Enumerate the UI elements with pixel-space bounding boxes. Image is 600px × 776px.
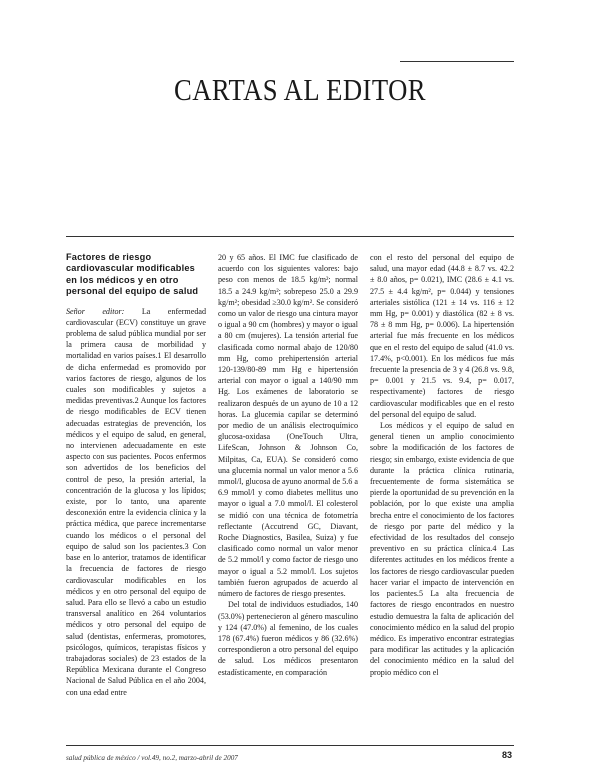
- letter-heading: Factores de riesgo cardiovascular modificables en los médicos y en otro personal del equipo de salud: [66, 252, 199, 297]
- page-number: 83: [502, 750, 513, 760]
- journal-citation: salud pública de méxico / vol.49, no.2, marzo-abril de 2007: [66, 754, 238, 762]
- paragraph-2: 20 y 65 años. El IMC fue clasificado de acuerdo con los siguientes valores: bajo peso con menos de 18.5 kg/m²; normal 18.5 a 24.9 kg/m²; sobrepeso 25.0 a 29.9 kg/m²; obesidad ≥30.0 kg/m². Se consideró como un valor de riesgo una cintura mayor o igual a 90 cm (hombres) y mayor o igual a 80 cm (mujeres). La tensión arterial fue clasificada como normal abajo de 120/80 mm Hg, como prehipertensión arterial 120-139/80-89 mm Hg e hipertensión arterial con mayor o igual a 140/90 mm Hg. Los exámenes de laboratorio se realizaron después de un ayuno de 10 a 12 horas. La glucemia capilar se determinó por medio de un análisis electroquímico glucosa-oxidasa (OneTouch Ultra, LifeScan, Johnson & Johnson Co, Milpitas, Ca, EUA). Se consideró como una glucemia normal un valor menor a 5.6 mmol/l, glucosa de ayuno anormal de 5.6 a 6.9 mmol/l y como diabetes mellitus uno mayor o igual a 7.0 mmol/l. El colesterol se midió con una técnica de fotometría reflectante (Accutrend GC, Diavant, Roche Diagnostics, Basilea, Suiza) y fue clasificado como normal un valor menor de 5.2 mmol/l y como factor de riesgo uno mayor o igual a 5.2 mmol/l. Los sujetos también fueron agrupados de acuerdo al número de factores de riesgo presentes.: [218, 253, 358, 599]
- paragraph-3: Del total de individuos estudiados, 140 (53.0%) pertenecieron al género masculino y 124 (47.0%) al femenino, de los cuales 178 (67.4%) fueron médicos y 86 (32.6%) correspondieron a otro personal del equipo de salud. Los médicos presentaron estadísticamente, en comparación: [218, 600, 358, 677]
- section-title: CARTAS AL EDITOR: [173, 72, 426, 107]
- title-underline: [66, 236, 514, 237]
- paragraph-5: Los médicos y el equipo de salud en general tienen un amplio conocimiento sobre la modificación de los factores de riesgo; sin embargo, existe evidencia de que durante la práctica clínica rutinaria, frecuentemente de forma sistemática se pierde la oportunidad de su prevención en la población, por lo que existe una amplia brecha entre el conocimiento de los factores de riesgo por parte del médico y la efectividad de los resultados del consejo preventivo en su práctica clínica.4 Las diferentes actitudes en los médicos frente a los factores de riesgo cardiovascular pueden hacer variar el impacto de intervención en los pacientes.5 La alta frecuencia de factores de riesgo encontrados en nuestro estudio demuestra la falta de aplicación del conocimiento médico en la salud del propio médico. Es imperativo encontrar estrategias para modificar las actitudes y la aplicación del conocimiento médico en la salud del propio médico con el: [370, 421, 514, 677]
- column-2: [218, 252, 358, 678]
- paragraph-4: con el resto del personal del equipo de salud, una mayor edad (44.8 ± 8.7 vs. 42.2 ± 8.0 años, p= 0.021), IMC (28.6 ± 4.1 vs. 27.5 ± 4.4 kg/m², p= 0.044) y tensiones arteriales sistólica (121 ± 14 vs. 116 ± 12 mm Hg, p= 0.001) y diastólica (82 ± 8 vs. 78 ± 8 mm Hg, p= 0.006). La hipertensión arterial fue más frecuente en los médicos que en el resto del equipo de salud (41.0 vs. 17.4%, p<0.001). En los médicos fue más frecuente la presencia de 3 y 4 (26.8 vs. 9.8, p= 0.001 y 21.5 vs. 9.4, p= 0.017, respectivamente) factores de riesgo cardiovascular modificables que en el resto del personal del equipo de salud.: [370, 253, 514, 419]
- salutation: Señor editor:: [66, 306, 125, 316]
- top-rule: [400, 61, 514, 62]
- paragraph-1-text: La enfermedad cardiovascular (ECV) constituye un grave problema de salud pública mundial por ser la primera causa de morbilidad y mortalidad en varios países.1 El desarrollo de dicha enfermedad es promovido por varios factores de riesgo, algunos de los cuales son modificables y sujetos a medidas preventivas.2 Aunque los factores de riesgo modificables de ECV tienen adecuadas estrategias de prevención, los médicos y el equipo de salud, en general, no intervienen adecuadamente en este aspecto con sus pacientes. Pocos enfermos son advertidos de los beneficios del control de peso, la presión arterial, la concentración de la glucosa y los lípidos; existe, por lo tanto, una aparente desconexión entre la evidencia clínica y la práctica médica, que parece incrementarse cuando los médicos o el personal del equipo de salud son los pacientes.3 Con base en lo anterior, tratamos de identificar la frecuencia de factores de riesgo cardiovascular modificables en los médicos y en otro personal del equipo de salud. Para ello se llevó a cabo un estudio transversal analítico en 264 voluntarios médicos y otro personal del equipo de salud (dentistas, enfermeras, promotores, psicólogos, químicos, terapistas físicos y trabajadoras sociales) de 23 estados de la República Mexicana durante el Congreso Nacional de Salud Pública en el año 2004, con una edad entre: [66, 306, 207, 697]
- footer-rule: [66, 745, 514, 746]
- column-1: [66, 252, 206, 698]
- column-3: [370, 252, 514, 678]
- paragraph-1: [66, 306, 206, 698]
